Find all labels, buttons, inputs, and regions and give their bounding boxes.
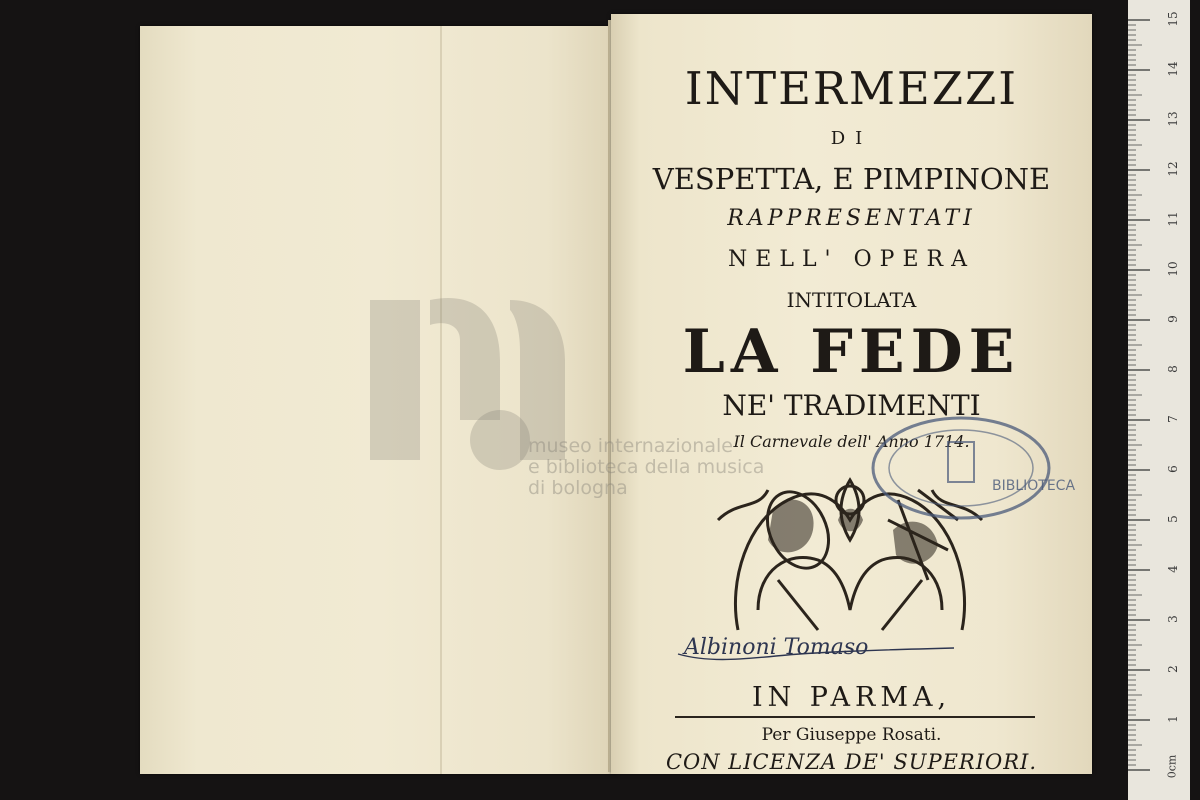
ruler-number: 13 <box>1166 111 1180 127</box>
measuring-ruler <box>1128 0 1190 800</box>
ruler-number: 4 <box>1166 565 1180 573</box>
ruler-number: 5 <box>1166 515 1180 523</box>
imprint-rule <box>675 716 1035 718</box>
title-intitolata: INTITOLATA <box>786 288 917 312</box>
handwritten-signature <box>676 632 956 672</box>
ruler-number: 14 <box>1166 61 1180 77</box>
signature-text: Albinoni Tomaso <box>684 635 869 660</box>
ruler-number: 6 <box>1166 465 1180 473</box>
title-di: DI <box>830 128 873 149</box>
ruler-number: 9 <box>1166 315 1180 323</box>
ruler-number: 1 <box>1166 715 1180 723</box>
watermark-line-2: e biblioteca della musica <box>528 456 765 478</box>
watermark-line-1: museo internazionale <box>528 435 733 457</box>
ruler-number: 2 <box>1166 665 1180 673</box>
opera-title-sub: NE' TRADIMENTI <box>722 389 981 422</box>
title-intermezzi: INTERMEZZI <box>684 62 1019 115</box>
title-characters: VESPETTA, E PIMPINONE <box>652 162 1051 196</box>
title-rappresentati: RAPPRESENTATI <box>727 206 976 231</box>
ruler-ticks <box>1128 0 1190 800</box>
stamp-text: BIBLIOTECA <box>992 478 1076 494</box>
ruler-number: 8 <box>1166 365 1180 373</box>
ruler-number: 11 <box>1166 211 1180 227</box>
ruler-number: 12 <box>1166 161 1180 177</box>
imprint-place: IN PARMA, <box>751 682 952 713</box>
ruler-number: 3 <box>1166 615 1180 623</box>
library-stamp <box>868 412 1076 524</box>
ruler-unit: 0cm <box>1165 754 1179 779</box>
watermark-text <box>528 436 764 499</box>
ruler-number: 15 <box>1166 11 1180 27</box>
date-line: Il Carnevale dell' Anno 1714. <box>733 432 970 451</box>
watermark-line-3: di bologna <box>528 477 628 499</box>
opera-title-main: LA FEDE <box>682 317 1021 387</box>
ruler-number: 7 <box>1166 415 1180 423</box>
ruler-number: 10 <box>1166 261 1180 277</box>
title-nell-opera: NELL' OPERA <box>728 247 975 272</box>
imprint-license: CON LICENZA DE' SUPERIORI. <box>665 750 1038 774</box>
imprint-printer: Per Giuseppe Rosati. <box>761 725 942 745</box>
